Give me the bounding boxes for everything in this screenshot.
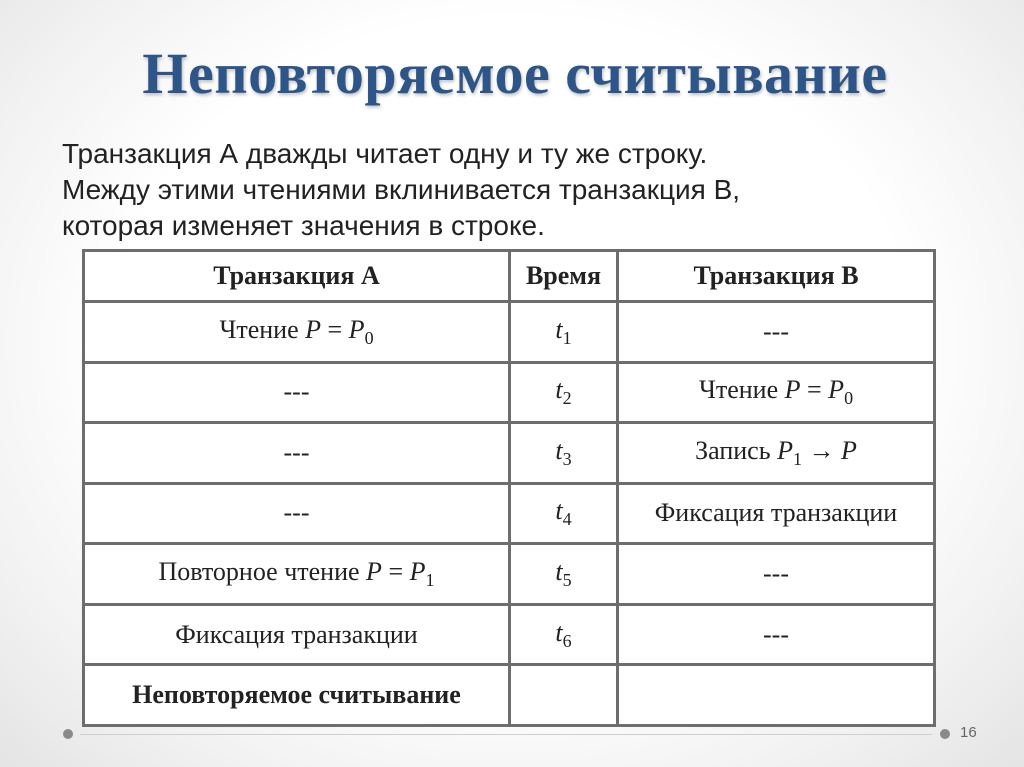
cell-transaction-b: [618, 362, 935, 423]
cell-time: $t_1$: [510, 302, 618, 363]
cell-transaction-b: ---: [618, 544, 935, 605]
cell-transaction-a: [84, 544, 510, 605]
footer-rule: [80, 734, 932, 735]
table-header-row: [84, 251, 935, 302]
footer-dot-left: [63, 729, 73, 739]
math-expression: $P_1 \to P$: [777, 435, 857, 469]
transaction-table: [82, 249, 936, 727]
cell-empty: [510, 665, 618, 726]
cell-transaction-b: ---: [618, 302, 935, 363]
cell-transaction-a: [84, 302, 510, 363]
table-row: [84, 604, 935, 665]
cell-time: $t_2$: [510, 362, 618, 423]
table-row: [84, 544, 935, 605]
cell-empty: [618, 665, 935, 726]
cell-transaction-a: ---: [84, 483, 510, 544]
math-expression: $P = P_1$: [366, 557, 435, 591]
cell-label: Чтение: [219, 314, 299, 344]
cell-transaction-a: Фиксация транзакции: [84, 604, 510, 665]
cell-label: Запись: [695, 435, 771, 465]
table-row: [84, 483, 935, 544]
math-expression: $P = P_0$: [784, 375, 854, 409]
slide-description: [62, 136, 962, 244]
table-row: [84, 362, 935, 423]
slide-title: Неповторяемое считывание: [142, 41, 888, 106]
header-time: Время: [510, 251, 618, 302]
description-line-3: которая изменяет значения в строке.: [62, 210, 545, 241]
table-row: [84, 302, 935, 363]
description-line-2: Между этими чтениями вклинивается транзакция В,: [62, 174, 741, 205]
cell-transaction-a: ---: [84, 362, 510, 423]
cell-transaction-a: ---: [84, 423, 510, 484]
cell-time: $t_4$: [510, 483, 618, 544]
footer-dot-right: [940, 729, 950, 739]
cell-summary: Неповторяемое считывание: [84, 665, 510, 726]
header-transaction-a: Транзакция А: [84, 251, 510, 302]
cell-time: $t_3$: [510, 423, 618, 484]
page-number: 16: [960, 724, 977, 741]
table-summary-row: [84, 665, 935, 726]
header-transaction-b: Транзакция В: [618, 251, 935, 302]
cell-label: Повторное чтение: [158, 557, 360, 587]
table-row: [84, 423, 935, 484]
cell-time: $t_5$: [510, 544, 618, 605]
cell-label: Чтение: [698, 375, 779, 405]
math-expression: $P = P_0$: [305, 314, 374, 348]
cell-transaction-b: ---: [618, 604, 935, 665]
cell-time: $t_6$: [510, 604, 618, 665]
description-line-1: Транзакция А дважды читает одну и ту же строку.: [62, 138, 708, 169]
cell-transaction-b: [618, 423, 935, 484]
cell-transaction-b: Фиксация транзакции: [618, 483, 935, 544]
